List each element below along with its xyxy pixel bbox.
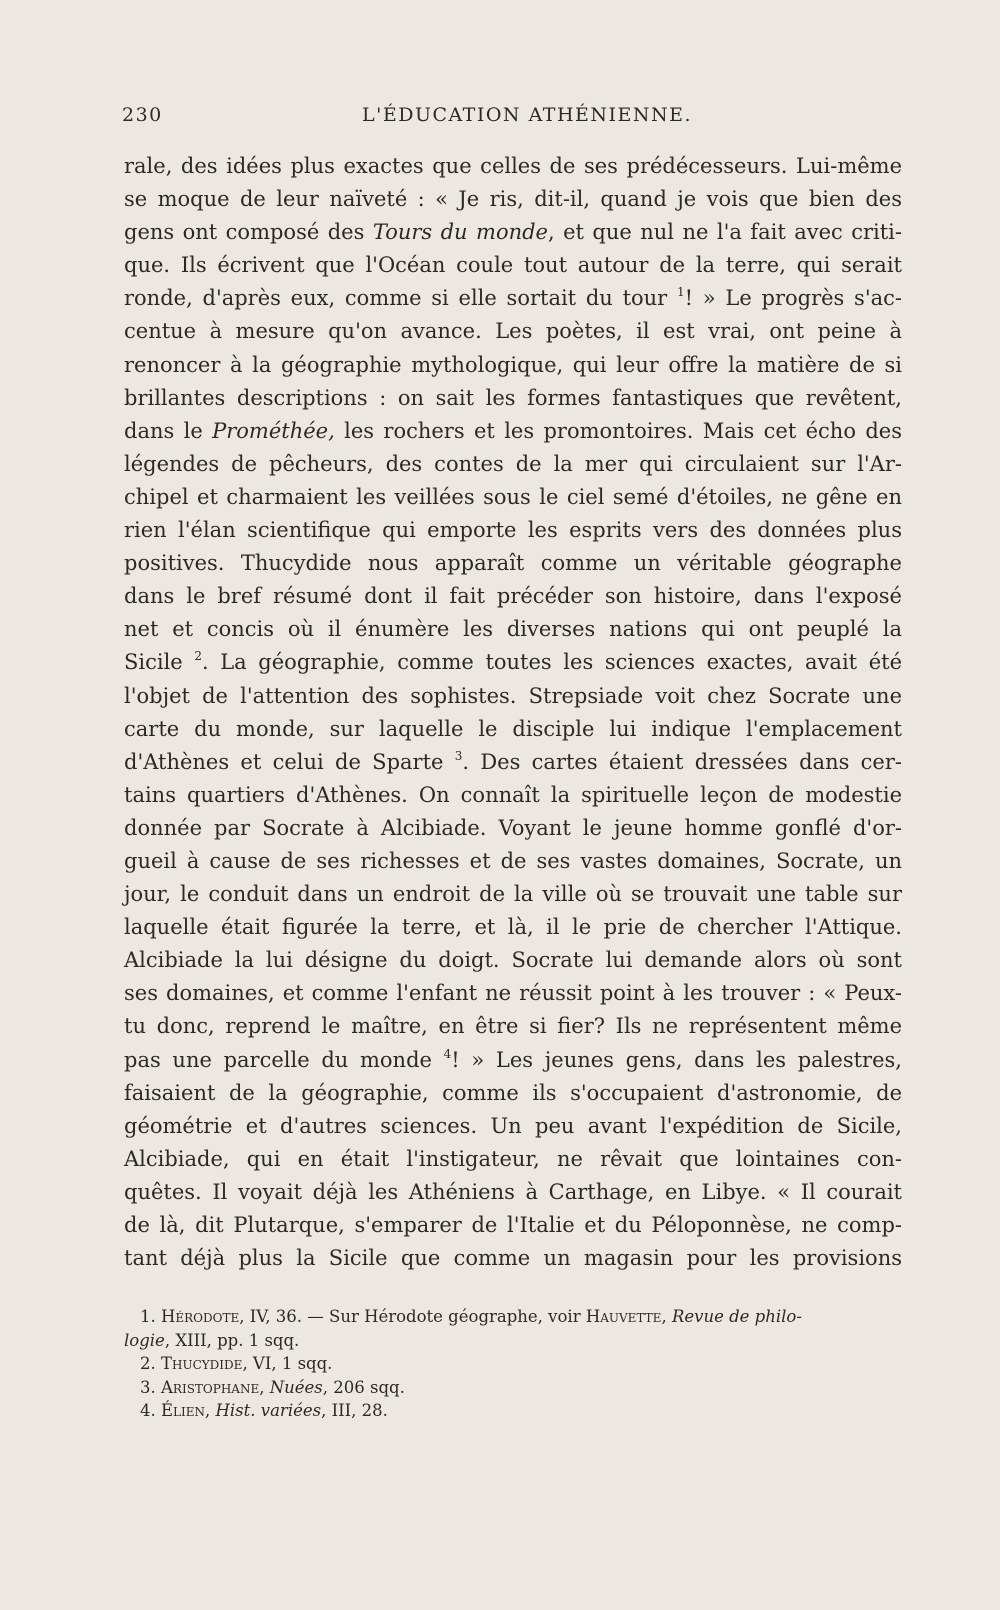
text-line: géométrie et d'autres sciences. Un peu avant l'expédition de Sicile,: [124, 1113, 902, 1138]
text-line: brillantes descriptions : on sait les formes fantastiques que revêtent,: [124, 385, 902, 410]
footnote-ref: 1: [676, 285, 685, 300]
footnotes: [124, 1305, 902, 1423]
text-line: de là, dit Plutarque, s'emparer de l'Italie et du Péloponnèse, ne comp-: [124, 1213, 902, 1237]
footnote-ref: 2: [194, 649, 202, 664]
text-line: tains quartiers d'Athènes. On connaît la spirituelle leçon de modestie: [124, 782, 902, 807]
text-line: gueil à cause de ses richesses et de ses vastes domaines, Socrate, un: [124, 848, 902, 873]
text-line: pas une parcelle du monde $^4$! » Les jeunes gens, dans les palestres,: [124, 1046, 902, 1072]
text-line: rien l'élan scientifique qui emporte les esprits vers des données plus: [124, 518, 902, 543]
text-line: centue à mesure qu'on avance. Les poètes, il est vrai, ont peine à: [124, 319, 902, 344]
footnote-ref: 3: [454, 748, 463, 763]
text-line: chipel et charmaient les veillées sous le ciel semé d'étoiles, ne gêne en: [124, 484, 902, 509]
text-line: dans le Prométhée, les rochers et les promontoires. Mais cet écho des: [124, 418, 902, 443]
text-line: légendes de pêcheurs, des contes de la mer qui circulaient sur l'Ar-: [124, 451, 902, 476]
text-line: carte du monde, sur laquelle le disciple lui indique l'emplacement: [124, 716, 902, 741]
text-line: d'Athènes et celui de Sparte $^3$. Des cartes étaient dressées dans cer-: [124, 748, 902, 774]
footnote-1-cont: logie, XIII, pp. 1 sqq.: [124, 1330, 300, 1350]
text-line: l'objet de l'attention des sophistes. Strepsiade voit chez Socrate une: [124, 683, 902, 708]
italic-title: Prométhée,: [212, 418, 335, 443]
page-number: 230: [122, 104, 163, 126]
text-line: dans le bref résumé dont il fait précéder son histoire, dans l'exposé: [124, 584, 902, 609]
text-line: tu donc, reprend le maître, en être si fier? Ils ne représentent même: [124, 1014, 902, 1039]
text-line: Alcibiade la lui désigne du doigt. Socrate lui demande alors où sont: [124, 948, 902, 973]
text-line: jour, le conduit dans un endroit de la ville où se trouvait une table sur: [124, 882, 902, 907]
text-line: laquelle était figurée la terre, et là, il le prie de chercher l'Attique.: [124, 915, 902, 940]
running-head: [122, 104, 882, 134]
footnote-2: 2. Thucydide, VI, 1 sqq.: [140, 1354, 333, 1373]
text-line: que. Ils écrivent que l'Océan coule tout autour de la terre, qui serait: [124, 253, 902, 278]
text-line: rale, des idées plus exactes que celles de ses prédécesseurs. Lui-même: [124, 154, 902, 178]
text-line: Sicile $^2$. La géographie, comme toutes les sciences exactes, avait été: [124, 649, 902, 675]
text-line: quêtes. Il voyait déjà les Athéniens à Carthage, en Libye. « Il courait: [124, 1179, 902, 1204]
text-line: se moque de leur naïveté : « Je ris, dit-il, quand je vois que bien des: [124, 187, 902, 212]
text-line: net et concis où il énumère les diverses nations qui ont peuplé la: [124, 617, 902, 642]
text-line: donnée par Socrate à Alcibiade. Voyant le jeune homme gonflé d'or-: [124, 815, 902, 840]
text-line: Alcibiade, qui en était l'instigateur, ne rêvait que lointaines con-: [124, 1146, 902, 1171]
text-line: ses domaines, et comme l'enfant ne réussit point à les trouver : « Peux-: [124, 981, 902, 1006]
text-line: renoncer à la géographie mythologique, qui leur offre la matière de si: [124, 352, 902, 377]
footnote-4: 4. Élien, Hist. variées, III, 28.: [140, 1401, 388, 1420]
italic-title: Tours du monde: [372, 220, 548, 245]
text-line: gens ont composé des Tours du monde, et que nul ne l'a fait avec criti-: [124, 220, 902, 245]
text-line: faisaient de la géographie, comme ils s'occupaient d'astronomie, de: [124, 1080, 902, 1105]
footnote-ref: 4: [443, 1046, 452, 1061]
running-title: L'ÉDUCATION ATHÉNIENNE.: [362, 104, 693, 126]
body-text: [124, 150, 902, 1275]
footnote-1: 1. Hérodote, IV, 36. — Sur Hérodote géographe, voir Hauvette, Revue de philo-: [140, 1307, 802, 1326]
text-line: positives. Thucydide nous apparaît comme un véritable géographe: [124, 551, 902, 576]
text-line: ronde, d'après eux, comme si elle sortait du tour $^1$! » Le progrès s'ac-: [124, 285, 902, 311]
text-line: tant déjà plus la Sicile que comme un magasin pour les provisions: [124, 1246, 902, 1271]
footnote-3: 3. Aristophane, Nuées, 206 sqq.: [140, 1377, 405, 1397]
